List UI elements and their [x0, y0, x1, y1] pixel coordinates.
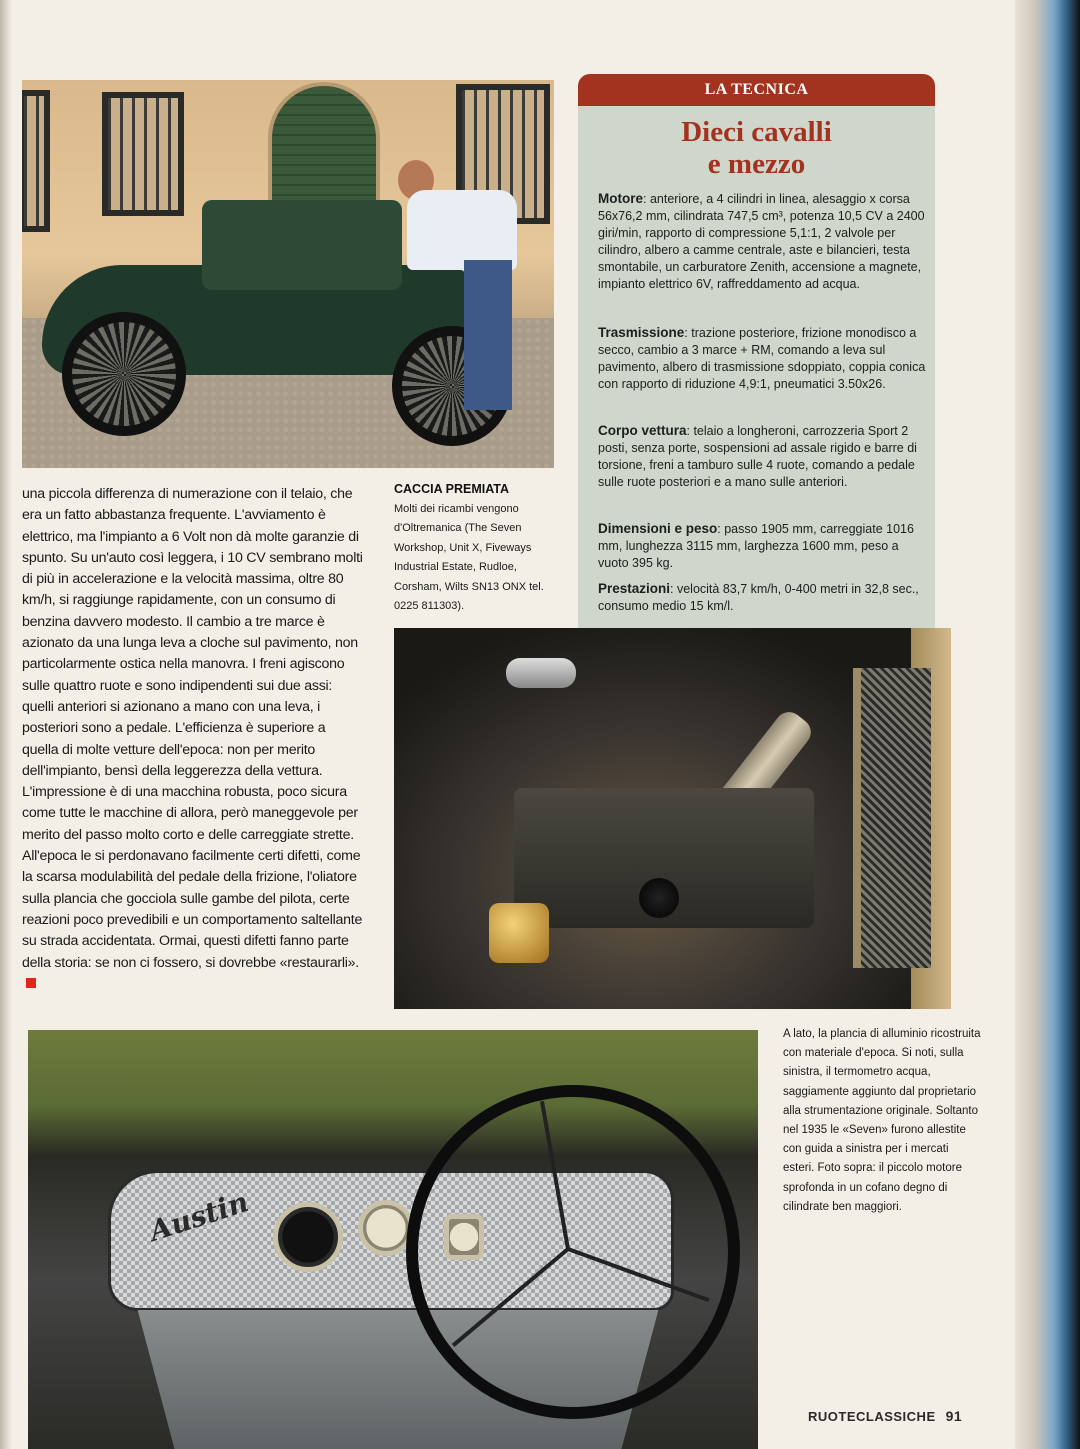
spec-prestazioni: Prestazioni: velocità 83,7 km/h, 0-400 metri in 32,8 sec., consumo medio 15 km/l.: [598, 581, 919, 613]
binding-shadow: [0, 0, 12, 1449]
photo-dashboard: [28, 1030, 758, 1449]
spec-motore: Motore: anteriore, a 4 cilindri in linea, alesaggio x corsa 56x76,2 mm, cilindrata 747,5 cm³, potenza 10,5 CV a 2400 giri/min, rapporto di compressione 5,1:1, 2 valvole per cilindro, albero a camme centrale, aste e bilancieri, testa smontabile, un carburatore Zenith, accensione a magnete, impianto elettrico 6V, raffreddamento ad acqua.: [598, 191, 925, 291]
sidebar-title-line1: Dieci cavalli: [681, 116, 832, 148]
article-body-text: una piccola differenza di numerazione con il telaio, che era un fatto abbastanza frequente. L'avviamento è elettrico, ma l'impianto a 6 Volt non dà molte garanzie di spunto. Su un'auto così leggera, i 10 CV sembrano molti di più in accelerazione e la velocità massima, oltre 80 km/h, si raggiunge rapidamente, con un consumo di benzina davvero modesto. Il cambio a tre marce è azionato da una lunga leva a cloche sul pavimento, non particolarmente ostica nella manovra. I freni agiscono sulle quattro ruote e sono indipendenti sui due assi: quelli anteriori si azionano a mano con una leva, i posteriori sono a pedale. L'efficienza è superiore a quella di molte vetture dell'epoca: non per merito dell'impianto, bensì della leggerezza della vettura. L'impressione è di una macchina robusta, poco sicura come tutte le macchine di allora, però maneggevole per merito del passo molto corto e delle carreggiate strette. All'epoca le si perdonavano facilmente certi difetti, come la scarsa modulabilità del pedale della frizione, l'oliatore sulla plancia che gocciola sulle gambe del pilota, certe reazioni poco prevedibili e un comportamento saltellante su strada accidentata. Ormai, questi difetti fanno parte della storia: se non ci fossero, si dovrebbe «restaurarli».: [22, 486, 363, 971]
window-left: [22, 90, 50, 232]
photo-engine: [394, 628, 951, 1009]
gauge-speedometer: [273, 1202, 343, 1272]
steering-wheel: [406, 1085, 740, 1419]
oil-cap: [639, 878, 679, 918]
page-footer: [808, 1408, 962, 1424]
end-of-article-mark: [26, 978, 36, 988]
sidebar-title: [578, 116, 935, 180]
window-shutter-left: [102, 92, 184, 216]
man-jeans: [464, 260, 512, 410]
magazine-name: RUOTECLASSICHE: [808, 1409, 936, 1424]
photo-man-with-car: [22, 80, 554, 468]
tech-sidebar: [578, 74, 935, 632]
caption-caccia-premiata: [394, 482, 562, 616]
steering-spoke: [567, 1247, 709, 1302]
carburettor: [489, 903, 549, 963]
sidebar-title-line2: e mezzo: [707, 148, 806, 180]
car-bonnet: [202, 200, 402, 290]
sidebar-header: LA TECNICA: [578, 74, 935, 106]
spec-corpo-vettura: Corpo vettura: telaio a longheroni, carrozzeria Sport 2 posti, senza porte, sospensioni ad assale rigido e barre di torsione, freni a tamburo sulle 4 ruote, comando a pedale sulle ruote posteriori e a mano sulle anteriori.: [598, 423, 917, 489]
rear-wheel: [62, 312, 186, 436]
spec-trasmissione: Trasmissione: trazione posteriore, frizione monodisco a secco, cambio a 3 marce + RM, comando a leva sul pavimento, albero di trasmissione sdoppiato, coppia conica con rapporto di riduzione 4,9:1, pneumatici 3.50x26.: [598, 325, 926, 391]
radiator-grill: [853, 668, 931, 968]
spec-dimensioni-peso: Dimensioni e peso: passo 1905 mm, carreggiate 1016 mm, lunghezza 3115 mm, larghezza 1600 mm, peso a vuoto 395 kg.: [598, 521, 914, 570]
caption-dashboard: A lato, la plancia di alluminio ricostruita con materiale d'epoca. Si noti, sulla sinistra, il termometro acqua, saggiamente aggiunto dal proprietario alla strumentazione originale. Soltanto nel 1935 le «Seven» furono allestite con guida a sinistra per i mercati esteri. Foto sopra: il piccolo motore sprofonda in un cofano degno di cilindrate ben maggiori.: [783, 1028, 981, 1213]
caption-heading: CACCIA PREMIATA: [394, 482, 510, 496]
page-number: 91: [945, 1408, 963, 1424]
page-edge-stack: [1015, 0, 1080, 1449]
steering-spoke: [452, 1247, 569, 1346]
caption-text: Molti dei ricambi vengono d'Oltremanica (The Seven Workshop, Unit X, Fiveways Industrial Estate, Rudloe, Corsham, Wilts SN13 ONX tel. 0225 811303).: [394, 503, 544, 613]
article-body-column: [22, 484, 364, 995]
steering-spoke: [540, 1101, 570, 1249]
man-shirt: [407, 190, 517, 270]
headlight-top: [506, 658, 576, 688]
austin-script-logo: Austin: [145, 1185, 253, 1248]
